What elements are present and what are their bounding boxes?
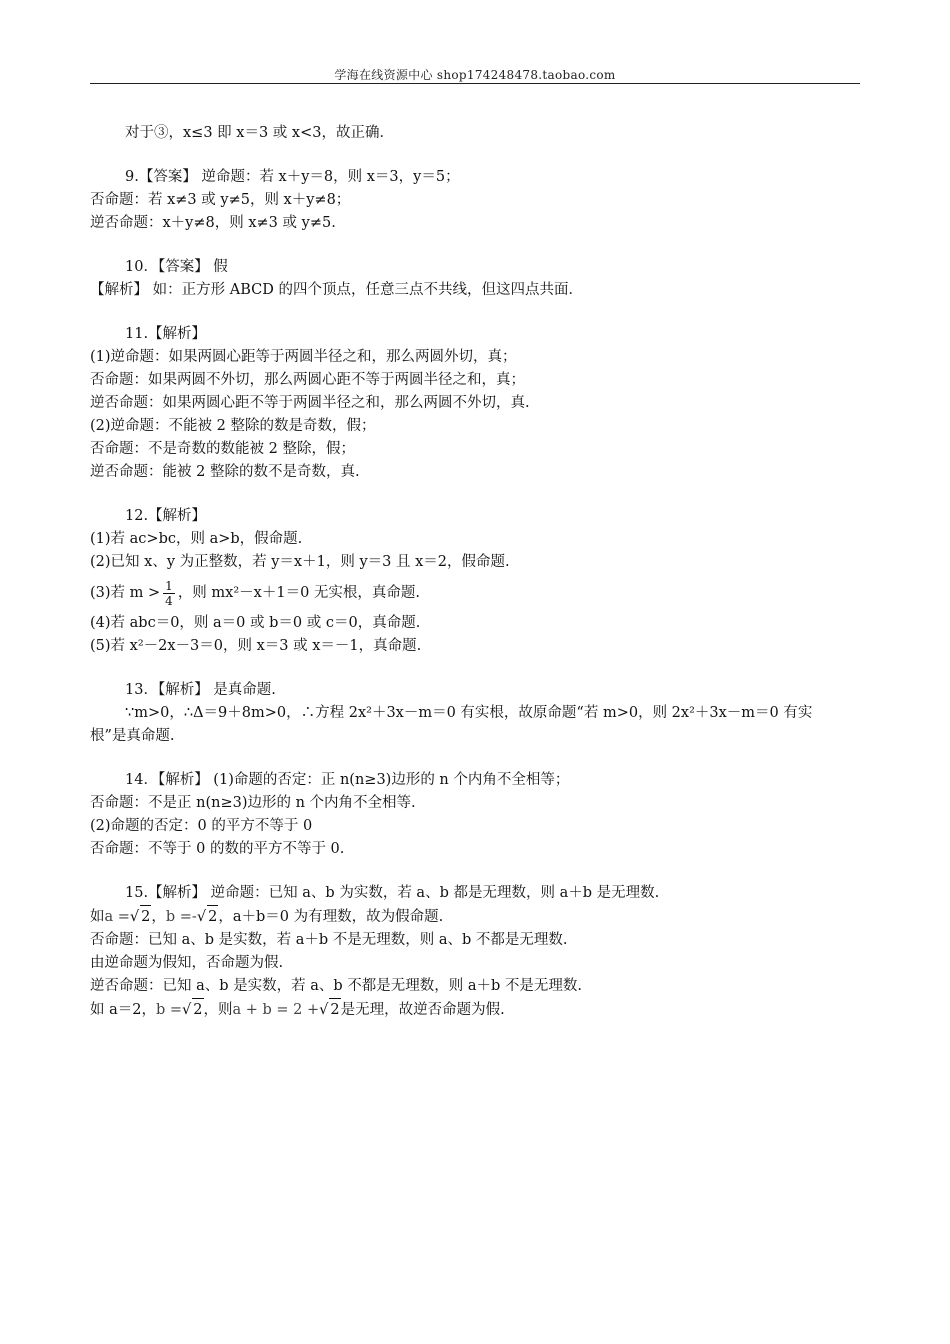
q12-heading: 12.【解析】 (125, 508, 207, 524)
text-line: (2)已知 x、y 为正整数，若 y＝x＋1，则 y＝3 且 x＝2，假命题. (90, 554, 510, 570)
sqrt-radical: √ (182, 1002, 192, 1018)
text-line: 否命题：不等于 0 的数的平方不等于 0. (90, 841, 345, 857)
answer-body (90, 122, 862, 1022)
formula-text: b =- (165, 909, 197, 925)
text-line: (2)逆命题：不能被 2 整除的数是奇数，假； (90, 418, 376, 434)
text-line-sqrt (90, 998, 862, 1022)
text-line: 根”是真命题. (90, 728, 175, 744)
text-line: (4)若 abc＝0，则 a＝0 或 b＝0 或 c＝0，真命题. (90, 615, 421, 631)
fraction-numerator: 1 (165, 578, 173, 593)
formula-text: ，a＋b＝0 为有理数，故为假命题. (218, 909, 444, 925)
formula-text: b = (155, 1002, 183, 1018)
sqrt-radical: √ (196, 909, 207, 925)
q15-heading: 15.【解析】 逆命题：已知 a、b 为实数，若 a、b 都是无理数，则 a＋b 是无理数. (125, 885, 660, 901)
formula-text: 是无理，故逆否命题为假. (340, 1002, 505, 1018)
text-line: 【解析】 如：正方形 ABCD 的四个顶点，任意三点不共线，但这四点共面． (90, 282, 583, 298)
formula-text: ，则 mx²－x＋1＝0 无实根，真命题. (177, 585, 421, 601)
header-rule (90, 83, 860, 84)
page-header: 学海在线资源中心 shop174248478.taobao.com (334, 68, 616, 82)
sqrt-radical: √ (129, 909, 140, 925)
text-line: (5)若 x²－2x－3＝0，则 x＝3 或 x＝－1，真命题. (90, 638, 422, 654)
q11-heading: 11.【解析】 (125, 326, 207, 342)
formula-text: 如 (90, 909, 105, 925)
sqrt-radicand: 2 (140, 905, 151, 929)
text-line: 否命题：不是奇数的数能被 2 整除，假； (90, 441, 355, 457)
fraction-denominator: 4 (165, 593, 173, 608)
text-line-sqrt (90, 905, 862, 929)
q10-answer: 10．【答案】 假 (125, 259, 228, 275)
text-line: 否命题：已知 a、b 是实数，若 a＋b 不是无理数，则 a、b 不都是无理数. (90, 932, 568, 948)
text-line: 逆否命题：能被 2 整除的数不是奇数，真. (90, 464, 360, 480)
text-line: 否命题：不是正 n(n≥3)边形的 n 个内角不全相等. (90, 795, 416, 811)
formula-text: a + b = 2 + (232, 1002, 320, 1018)
text-line: (1)若 ac>bc，则 a>b，假命题. (90, 531, 303, 547)
formula-text: (3)若 m > (90, 585, 161, 601)
sqrt-radicand: 2 (329, 998, 340, 1022)
text-line: ∵m>0，∴Δ＝9＋8m>0，∴方程 2x²＋3x－m＝0 有实根，故原命题“若 m>0，则 2x²＋3x－m＝0 有实 (125, 705, 813, 721)
text-line: 否命题：若 x≠3 或 y≠5，则 x＋y≠8； (90, 192, 351, 208)
text-line: 逆否命题：如果两圆心距不等于两圆半径之和，那么两圆不外切，真. (90, 395, 530, 411)
text-line: 否命题：如果两圆不外切，那么两圆心距不等于两圆半径之和，真； (90, 372, 525, 388)
formula-text: a = (104, 909, 130, 925)
formula-text: 如 a＝2， (90, 1002, 156, 1018)
text-line: (2)命题的否定：0 的平方不等于 0 (90, 818, 313, 834)
sqrt-radical: √ (319, 1002, 329, 1018)
text-line: 逆否命题：x＋y≠8，则 x≠3 或 y≠5. (90, 215, 336, 231)
q9-answer: 9.【答案】 逆命题：若 x＋y＝8，则 x＝3，y＝5； (125, 169, 460, 185)
sqrt-radicand: 2 (192, 998, 203, 1022)
fraction (163, 579, 175, 608)
formula-text: ， (151, 909, 166, 925)
formula-text: ，则 (203, 1002, 233, 1018)
text-line: 由逆命题为假知，否命题为假. (90, 955, 284, 971)
q14-heading: 14．【解析】 (1)命题的否定：正 n(n≥3)边形的 n 个内角不全相等； (125, 772, 570, 788)
sqrt-radicand: 2 (207, 905, 218, 929)
text-line: 逆否命题：已知 a、b 是实数，若 a、b 不都是无理数，则 a＋b 不是无理数. (90, 978, 583, 994)
text-line: 对于③，x≤3 即 x＝3 或 x<3，故正确． (125, 125, 394, 141)
q13-heading: 13．【解析】 是真命题. (125, 682, 276, 698)
text-line-fraction (90, 574, 862, 612)
text-line: (1)逆命题：如果两圆心距等于两圆半径之和，那么两圆外切，真； (90, 349, 517, 365)
